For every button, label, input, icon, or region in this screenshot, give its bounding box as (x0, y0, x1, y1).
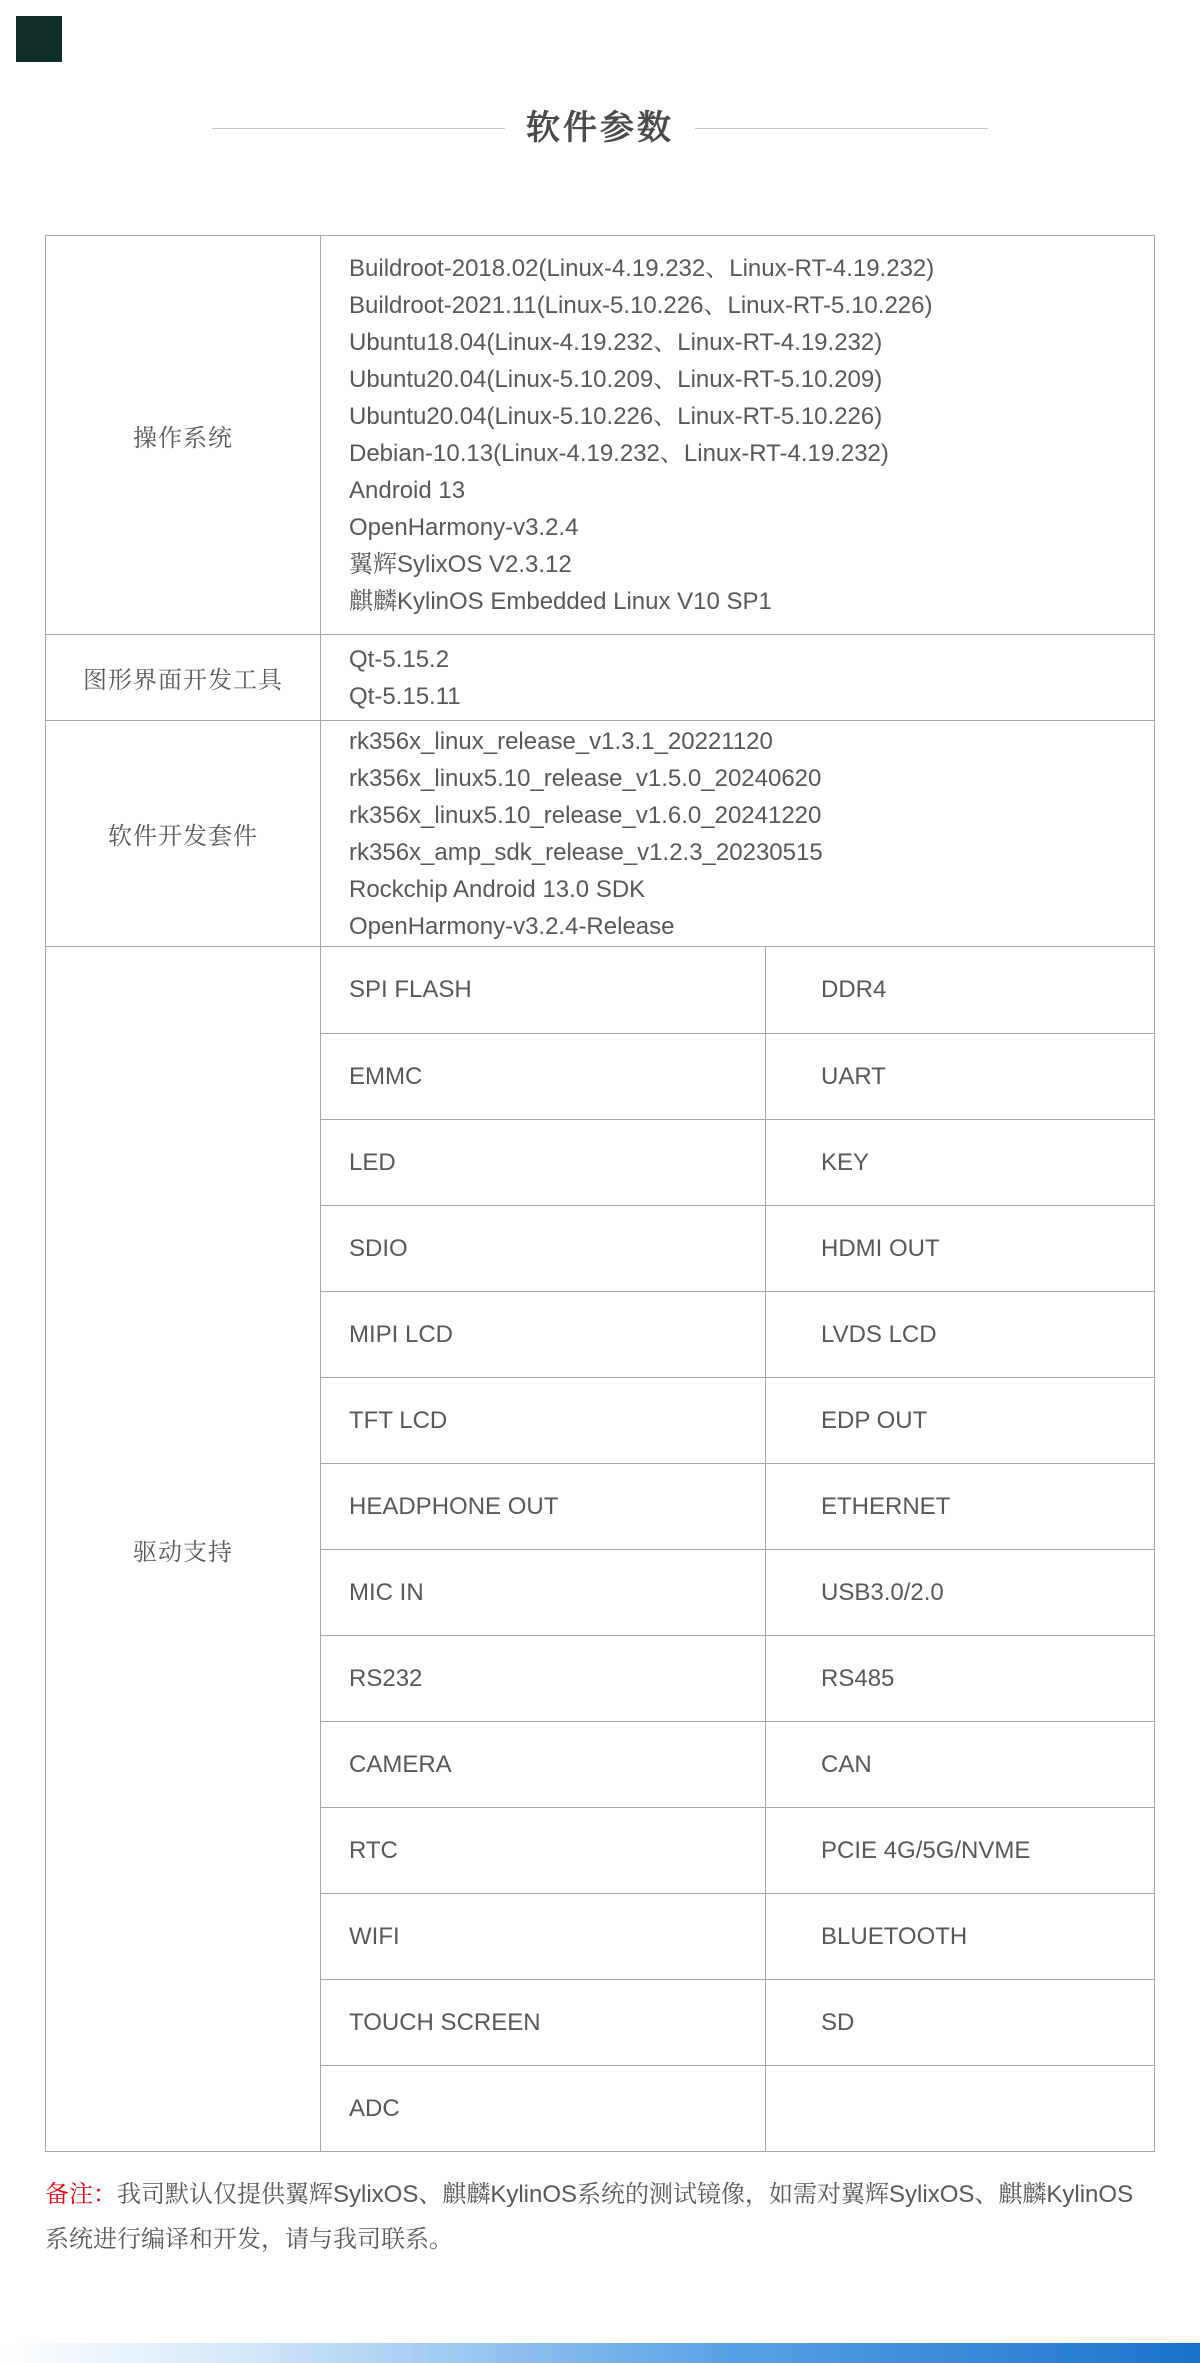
sdk-line: rk356x_linux5.10_release_v1.5.0_20240620 (349, 764, 822, 792)
driver-cell: EDP OUT (766, 1377, 1154, 1463)
section-title-row (0, 0, 1200, 146)
table-row-gui-tools (46, 634, 1154, 720)
table-row-os (46, 236, 1154, 634)
table-row-sdk (46, 720, 1154, 946)
os-line: Ubuntu20.04(Linux-5.10.226、Linux-RT-5.10.226) (349, 403, 883, 430)
driver-cell: RS232 (321, 1635, 766, 1721)
sdk-line: Rockchip Android 13.0 SDK (349, 875, 646, 903)
os-line: 翼辉SylixOS V2.3.12 (349, 551, 572, 578)
row-label-os: 操作系统 (46, 236, 321, 634)
driver-cell: DDR4 (821, 976, 887, 1003)
driver-cell: PCIE 4G/5G/NVME (766, 1807, 1154, 1893)
table-row-drivers (46, 946, 1154, 2151)
os-line: Android 13 (349, 477, 466, 504)
driver-cell: MIPI LCD (321, 1291, 766, 1377)
footnote (45, 2172, 1155, 2262)
driver-cell: HEADPHONE OUT (321, 1463, 766, 1549)
driver-cell: SD (766, 1979, 1154, 2065)
driver-cell: TOUCH SCREEN (321, 1979, 766, 2065)
driver-cell: LED (321, 1119, 766, 1205)
driver-cell: USB3.0/2.0 (766, 1549, 1154, 1635)
driver-cell: MIC IN (321, 1549, 766, 1635)
row-label-sdk: 软件开发套件 (46, 721, 321, 946)
qt-line: Qt-5.15.2 (349, 645, 450, 673)
driver-cell: EMMC (321, 1033, 766, 1119)
qt-line: Qt-5.15.11 (349, 682, 461, 710)
os-line: Ubuntu18.04(Linux-4.19.232、Linux-RT-4.19.232) (349, 329, 883, 356)
title-divider-left (212, 128, 505, 129)
row-label-gui-tools: 图形界面开发工具 (46, 635, 321, 720)
driver-cell: KEY (766, 1119, 1154, 1205)
os-line: Buildroot-2018.02(Linux-4.19.232、Linux-RT-4.19.232) (349, 255, 935, 282)
row-label-drivers: 驱动支持 (46, 947, 321, 2151)
driver-cell: CAMERA (321, 1721, 766, 1807)
driver-cell: TFT LCD (321, 1377, 766, 1463)
driver-support-grid (321, 947, 1154, 2151)
sdk-line: rk356x_linux5.10_release_v1.6.0_20241220 (349, 801, 822, 829)
sdk-line: rk356x_linux_release_v1.3.1_20221120 (349, 727, 773, 755)
title-divider-right (695, 128, 988, 129)
sdk-line: rk356x_amp_sdk_release_v1.2.3_20230515 (349, 838, 823, 866)
footnote-text: 我司默认仅提供翼辉SylixOS、麒麟KylinOS系统的测试镜像，如需对翼辉SylixOS、麒麟KylinOS系统进行编译和开发，请与我司联系。 (45, 2181, 1134, 2253)
driver-cell: RTC (321, 1807, 766, 1893)
os-line: 麒麟KylinOS Embedded Linux V10 SP1 (349, 588, 772, 615)
os-line: OpenHarmony-v3.2.4 (349, 514, 579, 541)
driver-cell: WIFI (321, 1893, 766, 1979)
row-values-gui-tools (321, 635, 1154, 720)
driver-cell: SDIO (321, 1205, 766, 1291)
driver-cell: ETHERNET (766, 1463, 1154, 1549)
footer-accent-bar (0, 2343, 1200, 2363)
os-line: Buildroot-2021.11(Linux-5.10.226、Linux-RT-5.10.226) (349, 292, 933, 319)
driver-cell: BLUETOOTH (766, 1893, 1154, 1979)
page-title: 软件参数 (526, 109, 674, 147)
software-spec-table (45, 235, 1155, 2152)
row-values-sdk (321, 721, 1154, 946)
footnote-label: 备注： (45, 2181, 117, 2208)
driver-cell: UART (766, 1033, 1154, 1119)
driver-cell: ADC (321, 2065, 766, 2151)
driver-cell: RS485 (766, 1635, 1154, 1721)
sdk-line: OpenHarmony-v3.2.4-Release (349, 912, 675, 940)
driver-cell: CAN (766, 1721, 1154, 1807)
row-values-os (321, 236, 1154, 634)
driver-cell (766, 2065, 1154, 2151)
os-line: Debian-10.13(Linux-4.19.232、Linux-RT-4.19.232) (349, 440, 889, 467)
corner-accent-square (16, 16, 62, 62)
driver-cell: SPI FLASH (321, 947, 766, 1033)
driver-cell: LVDS LCD (766, 1291, 1154, 1377)
os-line: Ubuntu20.04(Linux-5.10.209、Linux-RT-5.10.209) (349, 366, 883, 393)
driver-cell: HDMI OUT (766, 1205, 1154, 1291)
